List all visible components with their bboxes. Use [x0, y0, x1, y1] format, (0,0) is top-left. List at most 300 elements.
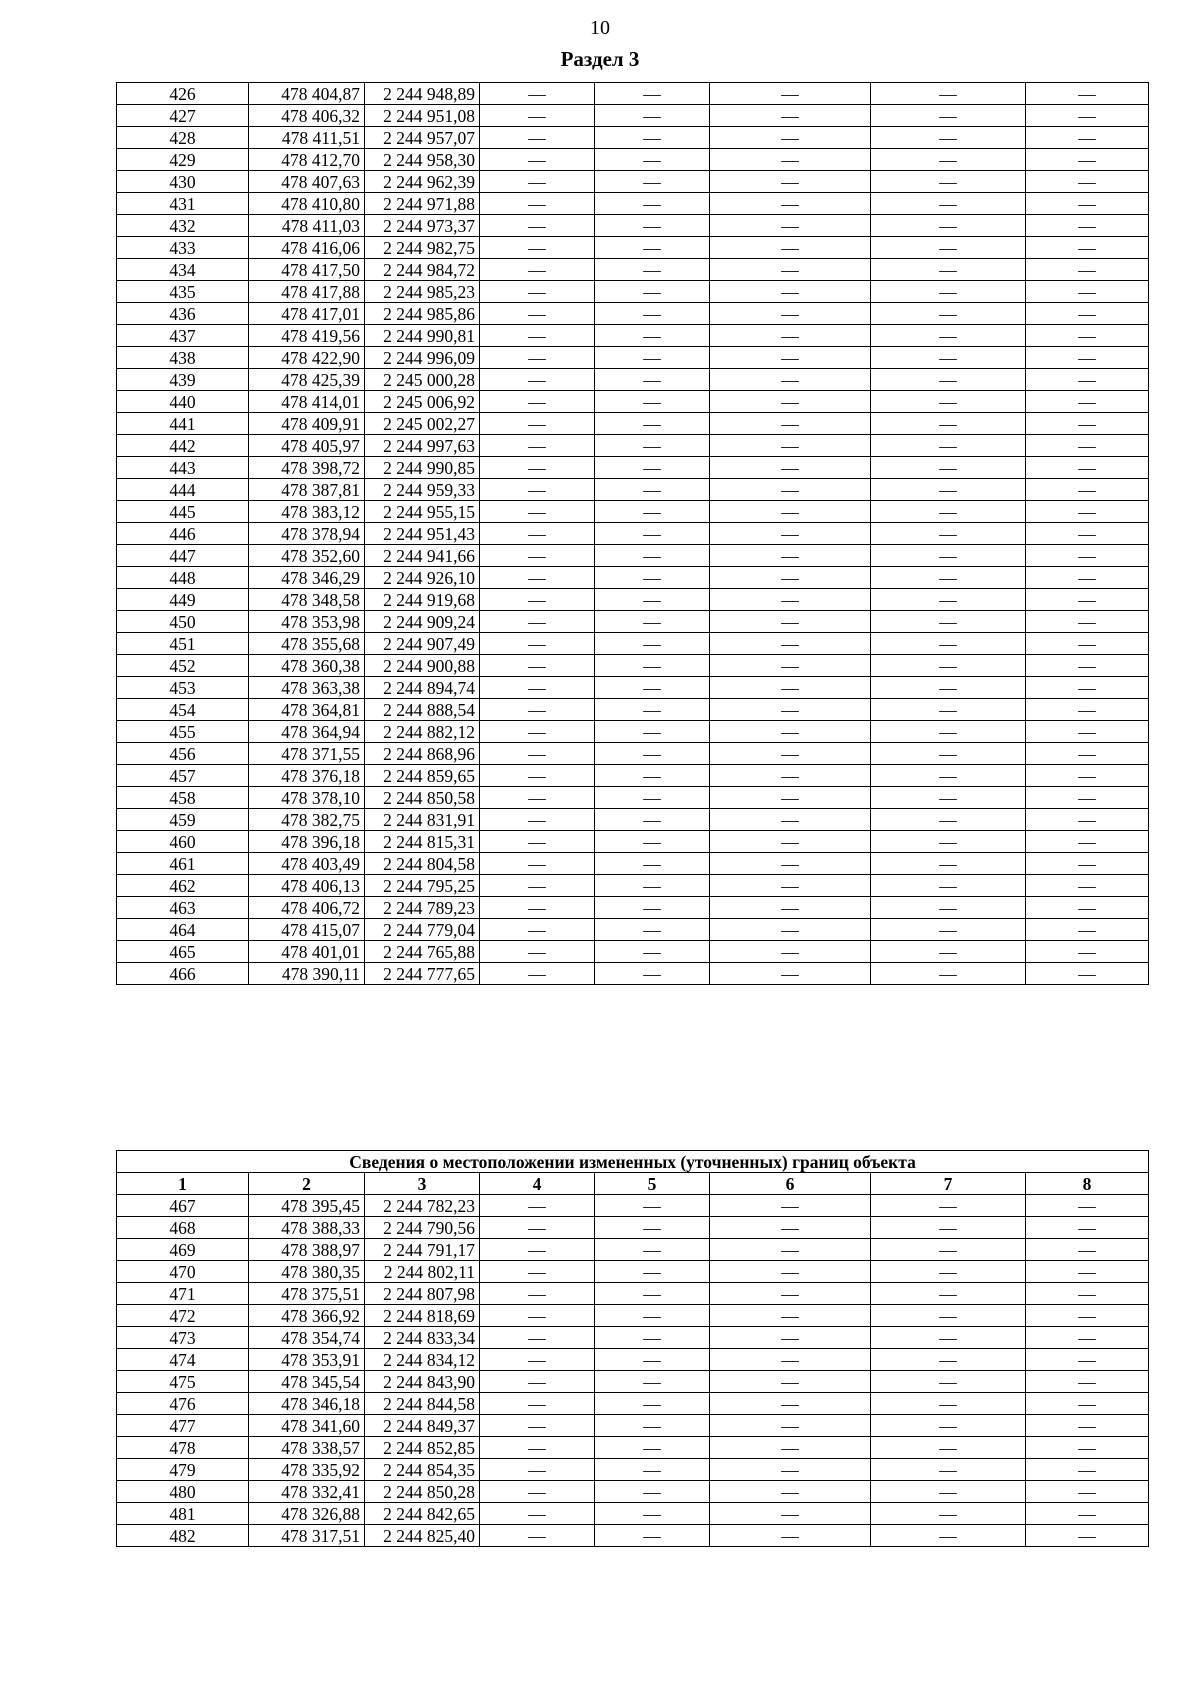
table-cell: 2 244 900,88 [365, 655, 480, 677]
table-cell: — [871, 479, 1026, 501]
table-cell: 2 244 852,85 [365, 1437, 480, 1459]
table-cell: — [871, 1239, 1026, 1261]
table-cell: — [871, 1481, 1026, 1503]
table-cell: — [595, 1393, 710, 1415]
table-cell: — [1026, 127, 1149, 149]
table-cell: — [1026, 259, 1149, 281]
table-cell: 478 382,75 [249, 809, 365, 831]
table-cell: — [480, 677, 595, 699]
table-cell: 478 388,33 [249, 1217, 365, 1239]
table-cell: 2 244 790,56 [365, 1217, 480, 1239]
table-cell: — [710, 127, 871, 149]
table-cell: 478 346,29 [249, 567, 365, 589]
column-number-cell: 3 [365, 1173, 480, 1195]
table-cell: — [710, 567, 871, 589]
table-cell: — [1026, 369, 1149, 391]
table-cell: — [871, 1459, 1026, 1481]
table-cell: — [710, 1437, 871, 1459]
table-cell: — [480, 765, 595, 787]
table-cell: — [595, 435, 710, 457]
table-cell: 477 [117, 1415, 249, 1437]
table-cell: 2 244 997,63 [365, 435, 480, 457]
table-cell: 443 [117, 457, 249, 479]
table-cell: — [710, 325, 871, 347]
table-cell: — [1026, 523, 1149, 545]
table-cell: — [871, 677, 1026, 699]
table-row [117, 1261, 1149, 1283]
table-cell: — [480, 655, 595, 677]
table-cell: 2 244 957,07 [365, 127, 480, 149]
table-cell: 2 244 779,04 [365, 919, 480, 941]
table-cell: 478 378,10 [249, 787, 365, 809]
table-cell: — [480, 347, 595, 369]
table-cell: 2 244 789,23 [365, 897, 480, 919]
table-cell: — [1026, 853, 1149, 875]
table-cell: — [480, 545, 595, 567]
table-row [117, 171, 1149, 193]
table-cell: — [710, 1393, 871, 1415]
table-cell: 478 326,88 [249, 1503, 365, 1525]
table-cell: — [710, 501, 871, 523]
table-row [117, 83, 1149, 105]
table-cell: — [710, 655, 871, 677]
table-cell: — [480, 1459, 595, 1481]
table-cell: — [871, 633, 1026, 655]
table-cell: — [710, 391, 871, 413]
table-cell: 478 375,51 [249, 1283, 365, 1305]
table-cell: — [1026, 435, 1149, 457]
table-row [117, 479, 1149, 501]
table-cell: — [710, 1371, 871, 1393]
table-cell: — [595, 853, 710, 875]
table-cell: 2 244 919,68 [365, 589, 480, 611]
table-row [117, 567, 1149, 589]
table-cell: 478 378,94 [249, 523, 365, 545]
table-cell: — [595, 259, 710, 281]
table-cell: 2 244 850,58 [365, 787, 480, 809]
table-cell: 478 376,18 [249, 765, 365, 787]
table-cell: — [1026, 897, 1149, 919]
table-row [117, 1371, 1149, 1393]
table-cell: 2 244 990,85 [365, 457, 480, 479]
table-cell: 478 403,49 [249, 853, 365, 875]
table-row [117, 875, 1149, 897]
table-cell: — [710, 633, 871, 655]
table-cell: 480 [117, 1481, 249, 1503]
table-cell: — [595, 347, 710, 369]
table-cell: — [1026, 831, 1149, 853]
table-row [117, 941, 1149, 963]
table-cell: 2 245 002,27 [365, 413, 480, 435]
table-cell: 430 [117, 171, 249, 193]
table-cell: 478 335,92 [249, 1459, 365, 1481]
table-cell: 2 244 985,23 [365, 281, 480, 303]
table-cell: 478 398,72 [249, 457, 365, 479]
column-number-cell: 7 [871, 1173, 1026, 1195]
column-number-cell: 2 [249, 1173, 365, 1195]
table-cell: 455 [117, 721, 249, 743]
table-cell: 2 244 955,15 [365, 501, 480, 523]
table-cell: — [480, 1525, 595, 1547]
table-cell: 473 [117, 1327, 249, 1349]
table-cell: 478 366,92 [249, 1305, 365, 1327]
table-cell: — [595, 787, 710, 809]
table-row [117, 1525, 1149, 1547]
table-cell: 478 401,01 [249, 941, 365, 963]
table-cell: 2 244 815,31 [365, 831, 480, 853]
table-row [117, 347, 1149, 369]
table-cell: 428 [117, 127, 249, 149]
table-cell: — [480, 1371, 595, 1393]
table-row [117, 1415, 1149, 1437]
table-cell: — [710, 1261, 871, 1283]
table-cell: 441 [117, 413, 249, 435]
table-cell: — [710, 1217, 871, 1239]
table-cell: — [710, 853, 871, 875]
table-cell: — [871, 1525, 1026, 1547]
table-cell: 2 244 807,98 [365, 1283, 480, 1305]
table-cell: — [710, 259, 871, 281]
table-cell: — [595, 699, 710, 721]
table-cell: — [1026, 1217, 1149, 1239]
table-cell: 454 [117, 699, 249, 721]
table-cell: 478 414,01 [249, 391, 365, 413]
table-cell: — [480, 1415, 595, 1437]
table-cell: 449 [117, 589, 249, 611]
table-cell: — [871, 567, 1026, 589]
table-cell: — [871, 875, 1026, 897]
table-cell: — [480, 501, 595, 523]
table-row [117, 303, 1149, 325]
table-cell: — [1026, 237, 1149, 259]
table-cell: — [710, 1503, 871, 1525]
table-cell: — [595, 919, 710, 941]
table-cell: 479 [117, 1459, 249, 1481]
table-cell: — [595, 193, 710, 215]
table-cell: 478 416,06 [249, 237, 365, 259]
table-cell: — [595, 149, 710, 171]
table-cell: 478 410,80 [249, 193, 365, 215]
table-row [117, 281, 1149, 303]
table-cell: 478 406,13 [249, 875, 365, 897]
table-cell: — [871, 963, 1026, 985]
table-cell: 429 [117, 149, 249, 171]
table-cell: 478 [117, 1437, 249, 1459]
table-cell: 457 [117, 765, 249, 787]
table-cell: 478 417,01 [249, 303, 365, 325]
table-row [117, 655, 1149, 677]
table-cell: — [480, 787, 595, 809]
table-row [117, 633, 1149, 655]
table-cell: 2 244 842,65 [365, 1503, 480, 1525]
table-row [117, 501, 1149, 523]
table-row [117, 1305, 1149, 1327]
table-row [117, 897, 1149, 919]
table-cell: 439 [117, 369, 249, 391]
table-cell: — [480, 1393, 595, 1415]
table-cell: — [871, 149, 1026, 171]
table-cell: 478 417,50 [249, 259, 365, 281]
table-cell: — [480, 1349, 595, 1371]
table-cell: — [595, 1525, 710, 1547]
table-cell: — [710, 611, 871, 633]
table-cell: — [871, 457, 1026, 479]
table-cell: 2 244 882,12 [365, 721, 480, 743]
table-row [117, 677, 1149, 699]
table-cell: — [595, 391, 710, 413]
table-row [117, 589, 1149, 611]
table-row [117, 105, 1149, 127]
table-cell: 433 [117, 237, 249, 259]
table-cell: — [595, 501, 710, 523]
table-cell: — [1026, 149, 1149, 171]
table-cell: — [595, 1459, 710, 1481]
table-cell: — [710, 83, 871, 105]
table-cell: — [871, 83, 1026, 105]
table-cell: — [871, 655, 1026, 677]
table-row [117, 611, 1149, 633]
table-row [117, 435, 1149, 457]
table-cell: 478 360,38 [249, 655, 365, 677]
table-cell: — [1026, 1503, 1149, 1525]
table-row [117, 809, 1149, 831]
table-cell: 478 380,35 [249, 1261, 365, 1283]
table-cell: — [595, 303, 710, 325]
table-cell: 478 332,41 [249, 1481, 365, 1503]
table-row [117, 831, 1149, 853]
table-cell: — [1026, 611, 1149, 633]
table-cell: 478 396,18 [249, 831, 365, 853]
table-cell: — [595, 1437, 710, 1459]
table-cell: 472 [117, 1305, 249, 1327]
table-cell: — [595, 83, 710, 105]
table-cell: — [1026, 743, 1149, 765]
table-cell: — [1026, 1525, 1149, 1547]
table-cell: — [480, 171, 595, 193]
table-cell: — [710, 303, 871, 325]
table-cell: — [595, 589, 710, 611]
table-cell: 2 244 765,88 [365, 941, 480, 963]
table-cell: — [480, 897, 595, 919]
table-cell: — [595, 1217, 710, 1239]
table-cell: — [1026, 501, 1149, 523]
table-cell: 478 355,68 [249, 633, 365, 655]
table-cell: — [871, 193, 1026, 215]
table-cell: — [871, 545, 1026, 567]
table-cell: 453 [117, 677, 249, 699]
table-cell: 2 244 825,40 [365, 1525, 480, 1547]
table-cell: — [871, 1195, 1026, 1217]
table-cell: — [1026, 347, 1149, 369]
table-cell: 478 317,51 [249, 1525, 365, 1547]
table-cell: 478 345,54 [249, 1371, 365, 1393]
table-cell: — [871, 589, 1026, 611]
table-row [117, 1349, 1149, 1371]
table-row [117, 1459, 1149, 1481]
table-cell: 478 412,70 [249, 149, 365, 171]
table-row [117, 391, 1149, 413]
column-number-row [117, 1173, 1149, 1195]
table-cell: — [480, 325, 595, 347]
table-cell: — [710, 105, 871, 127]
table-cell: 478 363,38 [249, 677, 365, 699]
coordinates-table-1 [116, 82, 1149, 985]
table-cell: — [595, 1415, 710, 1437]
table-cell: 432 [117, 215, 249, 237]
table-cell: 2 244 962,39 [365, 171, 480, 193]
table-row [117, 127, 1149, 149]
table-row [117, 1481, 1149, 1503]
table-cell: — [710, 215, 871, 237]
table-cell: — [595, 1261, 710, 1283]
table-cell: — [710, 1327, 871, 1349]
table-cell: — [480, 457, 595, 479]
table-cell: 451 [117, 633, 249, 655]
table-cell: — [595, 1239, 710, 1261]
table-cell: — [1026, 1415, 1149, 1437]
table-cell: — [480, 1305, 595, 1327]
table-cell: — [480, 1437, 595, 1459]
table-cell: — [871, 391, 1026, 413]
table-cell: — [595, 1349, 710, 1371]
table-cell: — [595, 567, 710, 589]
table-cell: — [871, 941, 1026, 963]
table-cell: 437 [117, 325, 249, 347]
table-cell: — [480, 303, 595, 325]
table-cell: — [595, 523, 710, 545]
table-cell: 478 407,63 [249, 171, 365, 193]
table-cell: — [871, 501, 1026, 523]
table-cell: — [710, 963, 871, 985]
table-cell: — [480, 1217, 595, 1239]
table-cell: 2 244 984,72 [365, 259, 480, 281]
table-cell: — [595, 611, 710, 633]
table-cell: — [480, 1261, 595, 1283]
table-cell: — [871, 1305, 1026, 1327]
table-cell: 2 244 888,54 [365, 699, 480, 721]
table-cell: 478 411,03 [249, 215, 365, 237]
table-cell: 2 244 909,24 [365, 611, 480, 633]
table-cell: — [480, 391, 595, 413]
table-cell: — [1026, 545, 1149, 567]
table-cell: — [1026, 1239, 1149, 1261]
table-cell: 478 364,94 [249, 721, 365, 743]
table-cell: — [871, 1393, 1026, 1415]
table-cell: 478 354,74 [249, 1327, 365, 1349]
table-cell: — [1026, 765, 1149, 787]
table-cell: 478 425,39 [249, 369, 365, 391]
table-cell: — [710, 787, 871, 809]
table-cell: — [1026, 1371, 1149, 1393]
table-row [117, 259, 1149, 281]
table-cell: 450 [117, 611, 249, 633]
table-cell: — [710, 149, 871, 171]
table-cell: — [595, 413, 710, 435]
table-cell: — [871, 1415, 1026, 1437]
table-cell: — [871, 1217, 1026, 1239]
column-number-cell: 5 [595, 1173, 710, 1195]
table-cell: — [1026, 1283, 1149, 1305]
table-cell: — [1026, 633, 1149, 655]
table-cell: — [710, 237, 871, 259]
table-cell: 478 364,81 [249, 699, 365, 721]
table-cell: — [710, 765, 871, 787]
table-cell: — [871, 699, 1026, 721]
table-cell: — [871, 897, 1026, 919]
table-cell: 445 [117, 501, 249, 523]
table-cell: — [480, 809, 595, 831]
table-cell: — [480, 281, 595, 303]
table-cell: 478 348,58 [249, 589, 365, 611]
table-cell: — [1026, 1481, 1149, 1503]
table-cell: — [1026, 325, 1149, 347]
table-cell: 456 [117, 743, 249, 765]
table-cell: 440 [117, 391, 249, 413]
table-cell: — [595, 1327, 710, 1349]
table-row [117, 787, 1149, 809]
table-cell: 436 [117, 303, 249, 325]
coordinates-table-2 [116, 1150, 1149, 1547]
table-cell: 2 244 951,43 [365, 523, 480, 545]
table-cell: 476 [117, 1393, 249, 1415]
table-cell: 2 244 831,91 [365, 809, 480, 831]
table-cell: — [595, 1481, 710, 1503]
table-cell: 478 409,91 [249, 413, 365, 435]
table-cell: — [1026, 193, 1149, 215]
table-cell: — [871, 171, 1026, 193]
table-cell: — [480, 633, 595, 655]
table-cell: — [871, 435, 1026, 457]
table-cell: — [871, 1437, 1026, 1459]
table-cell: — [595, 897, 710, 919]
table-row [117, 457, 1149, 479]
table-cell: 2 244 948,89 [365, 83, 480, 105]
table-cell: 2 245 000,28 [365, 369, 480, 391]
table-cell: 434 [117, 259, 249, 281]
table-cell: — [710, 545, 871, 567]
table-cell: 478 422,90 [249, 347, 365, 369]
table-cell: — [710, 369, 871, 391]
table-cell: — [871, 1327, 1026, 1349]
table-cell: — [595, 237, 710, 259]
table-cell: 2 244 849,37 [365, 1415, 480, 1437]
table-caption: Сведения о местоположении измененных (уточненных) границ объекта [117, 1151, 1149, 1173]
table-cell: — [710, 1525, 871, 1547]
table-cell: — [1026, 567, 1149, 589]
table-row [117, 1239, 1149, 1261]
table-cell: — [1026, 281, 1149, 303]
table-cell: — [480, 1503, 595, 1525]
table-cell: 2 244 804,58 [365, 853, 480, 875]
table-cell: 470 [117, 1261, 249, 1283]
table-row [117, 545, 1149, 567]
table-cell: 481 [117, 1503, 249, 1525]
table-cell: 478 346,18 [249, 1393, 365, 1415]
table-cell: — [595, 743, 710, 765]
table-cell: — [480, 479, 595, 501]
table-cell: — [871, 303, 1026, 325]
table-cell: 427 [117, 105, 249, 127]
table-cell: — [871, 523, 1026, 545]
table-cell: — [1026, 215, 1149, 237]
table-cell: — [710, 875, 871, 897]
table-cell: 464 [117, 919, 249, 941]
table-cell: — [595, 831, 710, 853]
table-cell: 444 [117, 479, 249, 501]
table-cell: — [871, 765, 1026, 787]
table-cell: — [710, 941, 871, 963]
table-cell: — [871, 1371, 1026, 1393]
